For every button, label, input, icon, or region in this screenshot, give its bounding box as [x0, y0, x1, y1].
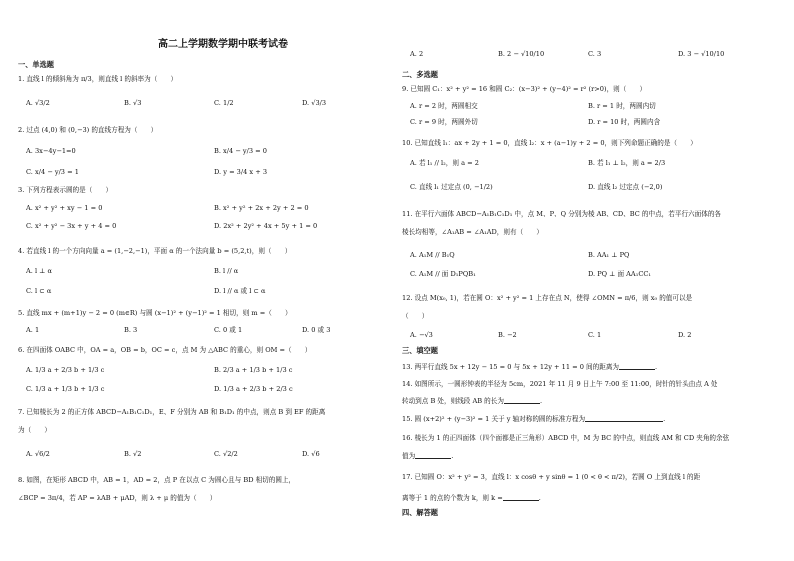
- question-6-option-d: D. 1/3 a + 2/3 b + 2/3 c: [214, 385, 293, 393]
- question-3-option-b: B. x² + y² + 2x + 2y + 2 = 0: [214, 204, 309, 212]
- question-17-line-2: [402, 493, 541, 503]
- question-14-answer-blank: [504, 396, 543, 405]
- question-9-option-d: D. r = 10 时，两圆内含: [588, 118, 661, 126]
- question-6-stem: 6. 在四面体 OABC 中，OA = a，OB = b，OC = c，点 M 为 △ABC 的重心，则 OM =（ ）: [18, 346, 312, 354]
- question-7-option-b: B. √2: [124, 450, 142, 458]
- question-2-option-a: A. 3x−4y−1=0: [26, 147, 76, 155]
- question-12-stem: 12. 设点 M(x₀, 1)，若在圆 O：x² + y² = 1 上存在点 N，使得 ∠OMN = π/6，则 x₀ 的值可以是: [402, 294, 693, 302]
- question-15-answer-blank: [585, 414, 666, 423]
- question-16-period: .: [451, 452, 454, 460]
- section-heading-free-response: 四、解答题: [402, 508, 438, 517]
- question-12-option-c: C. 1: [588, 331, 602, 339]
- question-2-option-b: B. x/4 − y/3 = 0: [214, 147, 267, 155]
- question-7-stem-continued: 为（ ）: [18, 426, 51, 434]
- question-4-option-b: B. l // α: [214, 267, 239, 275]
- section-heading-single-choice: 一、单选题: [18, 60, 54, 69]
- question-17-line-1: 17. 已知圆 O：x² + y² = 3，直线 l：x cosθ + y sinθ = 1 (0 < θ < π/2)，若圆 O 上到直线 l 的距: [402, 473, 701, 481]
- question-14-text: 转动到点 B 处，则线段 AB 的长为: [402, 397, 504, 405]
- question-10-option-c: C. 直线 l₁ 过定点 (0, −1/2): [410, 183, 493, 191]
- question-10-option-d: D. 直线 l₂ 过定点 (−2,0): [588, 183, 663, 191]
- question-1-option-c: C. 1/2: [214, 99, 234, 107]
- question-8-option-b: B. 2 − √10/10: [498, 50, 545, 58]
- question-2-option-c: C. x/4 − y/3 = 1: [26, 168, 79, 176]
- question-4-option-d: D. l // α 或 l ⊂ α: [214, 287, 266, 295]
- question-8-stem: 8. 如图，在矩形 ABCD 中，AB = 1，AD = 2，点 P 在以点 C 为圆心且与 BD 相切的圆上，: [18, 476, 296, 484]
- question-3-option-d: D. 2x² + 2y² + 4x + 5y + 1 = 0: [214, 222, 318, 230]
- question-3-stem: 3. 下列方程表示圆的是（ ）: [18, 186, 113, 194]
- section-heading-multi-choice: 二、多选题: [402, 70, 438, 79]
- question-15-text: 15. 圆 (x+2)² + (y−3)² = 1 关于 y 轴对称的圆的标准方程为: [402, 415, 586, 423]
- question-8-option-a: A. 2: [410, 50, 424, 58]
- question-1-option-a: A. √3/2: [26, 99, 50, 107]
- question-13-answer-blank: [619, 362, 658, 371]
- question-11-stem: 11. 在平行六面体 ABCD−A₁B₁C₁D₁ 中，点 M、P、Q 分别为棱 AB、CD、BC 的中点，若平行六面体的各: [402, 210, 722, 218]
- question-2-stem: 2. 过点 (4,0) 和 (0,−3) 的直线方程为（ ）: [18, 126, 158, 134]
- question-4-stem: 4. 若直线 l 的一个方向向量 a = (1,−2,−1)，平面 α 的一个法向量 b = (5,2,t)，则（ ）: [18, 247, 292, 255]
- question-12-option-b: B. −2: [498, 331, 517, 339]
- question-11-option-d: D. PQ ⊥ 面 AA₁CC₁: [588, 270, 652, 278]
- page-title: 高二上学期数学期中联考试卷: [158, 39, 288, 50]
- question-15-period: .: [663, 415, 666, 423]
- question-6-option-a: A. 1/3 a + 2/3 b + 1/3 c: [26, 366, 105, 374]
- section-heading-fill-blank: 三、填空题: [402, 346, 438, 355]
- question-2-option-d: D. y = 3/4 x + 3: [214, 168, 268, 176]
- question-17-answer-blank: [503, 493, 539, 501]
- question-9-option-b: B. r = 1 时，两圆内切: [588, 102, 656, 110]
- question-17-period: .: [538, 494, 541, 502]
- question-16-answer-blank: [415, 451, 454, 460]
- question-6-option-c: C. 1/3 a + 1/3 b + 1/3 c: [26, 385, 105, 393]
- question-12-option-d: D. 2: [678, 331, 692, 339]
- question-1-option-b: B. √3: [124, 99, 142, 107]
- question-1-stem: 1. 直线 l 的倾斜角为 π/3，则直线 l 的斜率为（ ）: [18, 75, 178, 83]
- question-11-option-b: B. AA₁ ⊥ PQ: [588, 251, 630, 259]
- question-5-stem: 5. 直线 mx + (m+1)y − 2 = 0 (m∈R) 与圆 (x−1)² + (y−1)² = 1 相切，则 m =（ ）: [18, 309, 292, 317]
- question-10-option-a: A. 若 l₁ // l₂，则 a = 2: [410, 159, 479, 167]
- question-7-option-d: D. √6: [302, 450, 320, 458]
- question-17-text: 离等于 1 的点的个数为 k，则 k =: [402, 494, 503, 502]
- question-8-option-c: C. 3: [588, 50, 602, 58]
- question-12-stem-continued: （ ）: [402, 312, 429, 320]
- question-16-line-1: 16. 棱长为 1 的正四面体（四个面都是正三角形）ABCD 中，M 为 BC 的中点，则直线 AM 和 CD 夹角的余弦: [402, 434, 730, 442]
- question-6-option-b: B. 2/3 a + 1/3 b + 1/3 c: [214, 366, 293, 374]
- question-16-line-2: [402, 451, 453, 461]
- question-5-option-a: A. 1: [26, 326, 40, 334]
- question-11-option-c: C. A₁M // 面 D₁PQB₁: [410, 270, 476, 278]
- question-9-stem: 9. 已知圆 C₁：x² + y² = 16 和圆 C₂：(x−3)² + (y−4)² = r² (r>0)，则（ ）: [402, 85, 647, 93]
- question-11-option-a: A. A₁M // B₁Q: [410, 251, 455, 259]
- question-8-stem-continued: ∠BCP = 3π/4，若 AP = λAB + μAD，则 λ + μ 的值为（ ）: [18, 494, 217, 502]
- question-9-option-c: C. r = 9 时，两圆外切: [410, 118, 478, 126]
- question-10-option-b: B. 若 l₁ ⊥ l₂，则 a = 2/3: [588, 159, 666, 167]
- question-3-option-c: C. x² + y² − 3x + y + 4 = 0: [26, 222, 117, 230]
- question-4-option-a: A. l ⊥ α: [26, 267, 52, 275]
- question-13: [402, 362, 657, 372]
- question-10-stem: 10. 已知直线 l₁：ax + 2y + 1 = 0，直线 l₂：x + (a−1)y + 2 = 0，则下列命题正确的是（ ）: [402, 139, 697, 147]
- right-column: [402, 0, 779, 561]
- question-3-option-a: A. x² + y² + xy − 1 = 0: [26, 204, 103, 212]
- question-15: [402, 414, 665, 424]
- question-5-option-c: C. 0 或 1: [214, 326, 243, 334]
- question-14-line-2: [402, 396, 542, 406]
- question-5-option-b: B. 3: [124, 326, 138, 334]
- question-8-option-d: D. 3 − √10/10: [678, 50, 725, 58]
- question-7-stem: 7. 已知棱长为 2 的正方体 ABCD−A₁B₁C₁D₁，E、F 分别为 AB 和 B₁D₁ 的中点，则点 B 到 EF 的距离: [18, 408, 326, 416]
- question-7-option-c: C. √2/2: [214, 450, 238, 458]
- question-16-text: 值为: [402, 452, 416, 460]
- question-7-option-a: A. √6/2: [26, 450, 50, 458]
- question-4-option-c: C. l ⊂ α: [26, 287, 52, 295]
- question-9-option-a: A. r = 2 时，两圆相交: [410, 102, 478, 110]
- question-14-line-1: 14. 如图所示，一圆形钟表的半径为 5cm，2021 年 11 月 9 日上午 7:00 至 11:00，时针的针头由点 A 处: [402, 380, 718, 388]
- question-12-option-a: A. −√3: [410, 331, 433, 339]
- question-13-period: .: [655, 363, 658, 371]
- question-13-text: 13. 两平行直线 5x + 12y − 15 = 0 与 5x + 12y + 11 = 0 间的距离为: [402, 363, 620, 371]
- question-5-option-d: D. 0 或 3: [302, 326, 331, 334]
- left-column: [18, 0, 395, 561]
- question-14-period: .: [539, 397, 543, 405]
- question-1-option-d: D. √3/3: [302, 99, 327, 107]
- question-11-stem-continued: 棱长均相等，∠A₁AB = ∠A₁AD，则有（ ）: [402, 228, 543, 236]
